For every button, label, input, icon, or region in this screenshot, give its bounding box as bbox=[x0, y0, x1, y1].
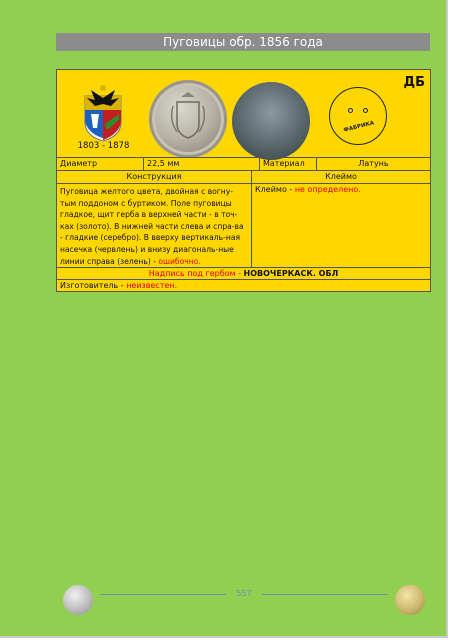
maker-value: неизвестен. bbox=[126, 281, 178, 290]
page-title: Пуговицы обр. 1856 года bbox=[56, 33, 430, 51]
description-row bbox=[57, 183, 430, 267]
diameter-label: Диаметр bbox=[60, 159, 98, 168]
footer-divider-left bbox=[100, 594, 226, 595]
maker-label: Изготовитель - bbox=[60, 281, 127, 290]
description-error: ошибочно. bbox=[158, 256, 201, 266]
material-value: Латунь bbox=[316, 158, 430, 170]
coat-of-arms-icon bbox=[81, 84, 125, 142]
inscription-label: Надпись под гербом - bbox=[148, 269, 244, 278]
stamp-drawing bbox=[329, 87, 387, 145]
footer-coin-left bbox=[63, 585, 93, 615]
stamp-label: ФАБРИКА bbox=[343, 120, 375, 134]
section-header-row bbox=[57, 170, 430, 183]
inscription-row bbox=[57, 267, 430, 279]
years-label: 1803 - 1878 bbox=[77, 141, 130, 151]
button-reverse-photo bbox=[232, 82, 310, 160]
maker-row bbox=[57, 279, 430, 292]
button-card bbox=[56, 69, 431, 292]
mark-label: Клеймо - bbox=[255, 185, 295, 194]
page-number: 557 bbox=[236, 589, 252, 598]
material-label: Материал bbox=[259, 158, 316, 170]
type-code: ДБ bbox=[403, 75, 425, 90]
card-images bbox=[57, 70, 430, 157]
mark-header: Клеймо bbox=[251, 171, 430, 183]
diameter-value: 22,5 мм bbox=[143, 158, 259, 170]
inscription-value: НОВОЧЕРКАСК. ОБЛ bbox=[243, 269, 339, 278]
footer-divider-right bbox=[262, 594, 388, 595]
button-obverse-photo bbox=[149, 80, 227, 158]
description-text: Пуговица желтого цвета, двойная с вогну-тым поддоном с буртиком. Поле пуговицы гладкое, щит герба в верхней части - в точ-ках (золото). В нижней части слева и спра-ва - гладкие (серебро). В вверху вертикаль-ная насечка (червлень) и внизу диагональ-ные линии справа (зелень) - bbox=[60, 187, 244, 266]
construction-description bbox=[60, 186, 246, 267]
specs-row bbox=[57, 157, 430, 170]
shield-emblem-icon bbox=[149, 80, 227, 158]
hole-icon bbox=[348, 108, 353, 113]
construction-header: Конструкция bbox=[126, 172, 182, 181]
hole-icon bbox=[363, 108, 368, 113]
footer-coin-right bbox=[395, 585, 425, 615]
mark-value: не определено. bbox=[294, 185, 361, 194]
mark-cell bbox=[251, 184, 430, 267]
